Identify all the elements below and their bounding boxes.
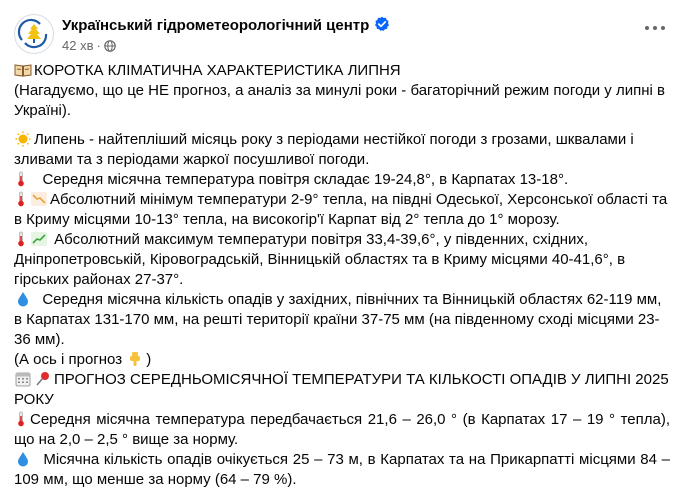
post-time-link[interactable]: 42 хв: [62, 38, 94, 53]
forecast-intro-line: [14, 350, 670, 370]
thermometer-icon: [14, 231, 28, 247]
july-summary-line: [14, 130, 670, 170]
july-summary: Липень - найтепліший місяць року з періодами нестійкої погоди з грозами, шквалами і зливами та з періодами жаркої посушливої погоди.: [14, 131, 638, 168]
more-options-icon: [645, 26, 649, 30]
pointing-down-icon: [126, 351, 144, 367]
forecast-intro: (А ось і прогноз: [14, 351, 127, 368]
abs-max-text: Абсолютний максимум температури повітря 33,4-39,6°, у південних, східних, Дніпропетровській, Кіровоградській, Вінницькій областях та в Криму місцями 40-41,6°, в гірських районах 27-37°.: [14, 231, 630, 288]
post-meta: [62, 38, 116, 53]
post-header: [14, 12, 671, 58]
forecast-title-line: [14, 370, 673, 410]
abs-min-line: [14, 190, 670, 230]
droplet-icon: [14, 451, 32, 467]
thermometer-icon: [14, 171, 28, 187]
note-text: (Нагадуємо, що це НЕ прогноз, а аналіз за минулі роки - багаторічний режим погоди у липні в Україні).: [14, 82, 670, 119]
chart-increasing-icon: [30, 231, 48, 247]
droplet-icon: [14, 291, 32, 307]
summary-title-line: [14, 61, 670, 81]
verified-badge-icon: [374, 16, 390, 32]
page-name[interactable]: Український гідрометеорологічний центр: [62, 17, 370, 34]
page-name-link[interactable]: [62, 16, 390, 34]
forecast-temp-text: Середня місячна температура передбачається 21,6 – 26,0 ° (в Карпатах 17 – 19 ° тепла), що на 2,0 – 2,5 ° вище за норму.: [14, 411, 675, 448]
precip-text: Середня місячна кількість опадів у західних, північних та Вінницькій областях 62-119 мм, в Карпатах 131-170 мм, на решті території країни 37-75 мм (на південному сході місцями 23-36 мм).: [14, 291, 666, 348]
meta-separator: ·: [96, 38, 101, 53]
mean-temp-text: Середня місячна температура повітря складає 19-24,8°, в Карпатах 13-18°.: [30, 171, 569, 188]
thermometer-icon: [14, 411, 28, 427]
calendar-icon: [14, 371, 32, 387]
forecast-title: ПРОГНОЗ СЕРЕДНЬОМІСЯЧНОЇ ТЕМПЕРАТУРИ ТА КІЛЬКОСТІ ОПАДІВ У ЛИПНІ 2025 РОКУ: [14, 371, 673, 408]
forecast-precip-text: Місячна кількість опадів очікується 25 – 73 м, в Карпатах та на Прикарпатті місцями 84 – 109 мм, що менше за норму (64 – 79 %).: [14, 451, 675, 488]
forecast-precip-line: [14, 450, 675, 490]
open-book-icon: [14, 62, 32, 78]
abs-max-line: [14, 230, 670, 290]
summary-title: КОРОТКА КЛІМАТИЧНА ХАРАКТЕРИСТИКА ЛИПНЯ: [34, 62, 401, 79]
logo-icon: [15, 15, 53, 53]
mean-temp-line: [14, 170, 670, 190]
precip-line: [14, 290, 670, 350]
thermometer-icon: [14, 191, 28, 207]
avatar[interactable]: [14, 14, 54, 54]
pushpin-icon: [34, 371, 52, 387]
post-text: [14, 61, 675, 490]
abs-min-text: Абсолютний мінімум температури 2-9° тепла, на півдні Одеської, Херсонської області та в Криму місцями 10-13° тепла, на високогір'ї Карпат від 2° тепла до 1° морозу.: [14, 191, 672, 228]
globe-icon[interactable]: [104, 40, 116, 52]
forecast-intro-end: ): [146, 351, 152, 368]
sun-icon: [14, 131, 32, 147]
forecast-temp-line: [14, 410, 675, 450]
chart-decreasing-icon: [30, 191, 48, 207]
more-options-button[interactable]: [639, 16, 671, 40]
